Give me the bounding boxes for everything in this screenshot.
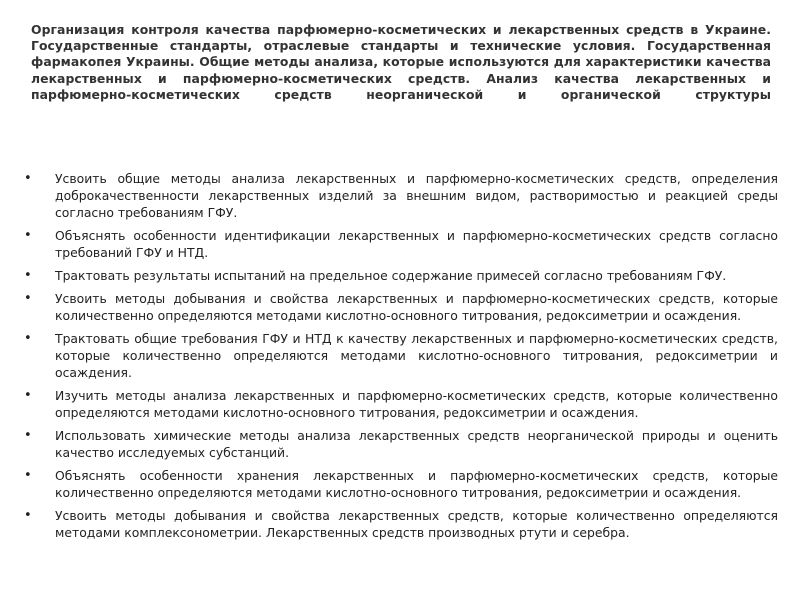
- list-item: [22, 387, 778, 421]
- bullet-icon: •: [24, 388, 32, 403]
- bullet-icon: •: [24, 468, 32, 483]
- list-item-text: Трактовать результаты испытаний на предельное содержание примесей согласно требованиям ГФУ.: [55, 268, 727, 283]
- list-item: [22, 467, 778, 501]
- bullet-icon: •: [24, 508, 32, 523]
- list-item-text: Объяснять особенности хранения лекарственных и парфюмерно-косметических средств, которые количественно определяются методами кислотно-основного титрования, редоксиметрии и осаждения.: [55, 468, 778, 500]
- list-item: [22, 267, 778, 284]
- objectives-list: [22, 170, 778, 547]
- list-item: [22, 507, 778, 541]
- bullet-icon: •: [24, 268, 32, 283]
- list-item: [22, 170, 778, 221]
- list-item-text: Трактовать общие требования ГФУ и НТД к качеству лекарственных и парфюмерно-косметических средств, которые количественно определяются методами кислотно-основного титрования, редоксиметрии и осаждения.: [55, 331, 778, 380]
- list-item-text: Использовать химические методы анализа лекарственных средств неорганической природы и оценить качество исследуемых субстанций.: [55, 428, 778, 460]
- list-item-text: Изучить методы анализа лекарственных и парфюмерно-косметических средств, которые количественно определяются методами кислотно-основного титрования, редоксиметрии и осаждения.: [55, 388, 778, 420]
- list-item: [22, 290, 778, 324]
- bullet-icon: •: [24, 331, 32, 346]
- list-item-text: Объяснять особенности идентификации лекарственных и парфюмерно-косметических средств согласно требований ГФУ и НТД.: [55, 228, 778, 260]
- bullet-icon: •: [24, 228, 32, 243]
- bullet-icon: •: [24, 428, 32, 443]
- list-item: [22, 427, 778, 461]
- list-item-text: Усвоить общие методы анализа лекарственных и парфюмерно-косметических средств, определения доброкачественности лекарственных изделий за внешним видом, растворимостью и реакцией среды согласно требованиям ГФУ.: [55, 171, 778, 220]
- list-item: [22, 227, 778, 261]
- list-item-text: Усвоить методы добывания и свойства лекарственных и парфюмерно-косметических средств, которые количественно определяются методами кислотно-основного титрования, редоксиметрии и осаждения.: [55, 291, 778, 323]
- list-item-text: Усвоить методы добывания и свойства лекарственных средств, которые количественно определяются методами комплексонометрии. Лекарственных средств производных ртути и серебра.: [55, 508, 778, 540]
- slide-title: Организация контроля качества парфюмерно-косметических и лекарственных средств в Украине. Государственные стандарты, отраслевые стандарты и технические условия. Государственная фармакопея Украины. Общие методы анализа, которые используются для характеристики качества лекарственных и парфюмерно-косметических средств. Анализ качества лекарственных и парфюмерно-косметических средств неорганической и органической структуры: [31, 22, 771, 102]
- bullet-icon: •: [24, 171, 32, 186]
- list-item: [22, 330, 778, 381]
- bullet-icon: •: [24, 291, 32, 306]
